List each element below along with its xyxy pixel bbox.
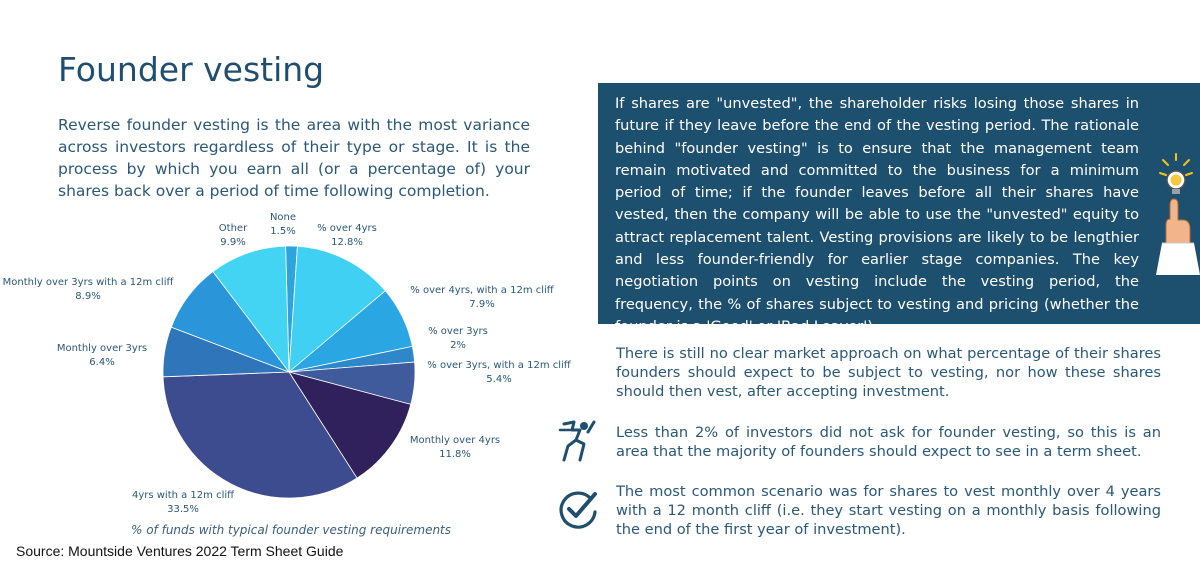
pie-value-label-1: 12.8%: [331, 237, 363, 248]
pie-value-label-3: 2%: [450, 340, 466, 351]
pie-label-0: None: [269, 212, 297, 223]
pie-label-5: Monthly over 4yrs: [409, 435, 501, 446]
pie-value-label-8: 8.9%: [75, 291, 101, 302]
pie-label-6: 4yrs with a 12m cliff: [131, 490, 235, 501]
chart-caption: % of funds with typical founder vesting requirements: [131, 523, 452, 537]
most-common-scenario-paragraph: The most common scenario was for shares to vest monthly over 4 years with a 12 month cliff (i.e. they start vesting on a monthly basis following the end of the first year of investment).: [616, 483, 1161, 538]
pie-label-8: Monthly over 3yrs with a 12m cliff: [2, 277, 174, 288]
pie-label-4: % over 3yrs, with a 12m cliff: [427, 360, 571, 371]
pie-value-label-2: 7.9%: [469, 299, 495, 310]
intro-paragraph: Reverse founder vesting is the area with the most variance across investors regardless of their type or stage. It is the process by which you earn all (or a percentage of) your shares back over a period of time following completion.: [58, 116, 530, 200]
info-box-text: If shares are "unvested", the shareholder risks losing those shares in future if they leave before the end of the vesting period. The rationale behind "founder vesting" is to ensure that the management team remain motivated and committed to the business for a minimum period of time; if the founder leaves before all their shares have vested, then the company will be able to use the "unvested" equity to attract replacement talent. Vesting provisions are likely to be lengthier and less founder-friendly for earlier stage companies. The key negotiation points on vesting include the vesting period, the frequency, the % of shares subject to vesting and pricing (whether the founder is a 'Good' or 'Bad Leaver').: [615, 95, 1139, 335]
pie-label-1: % over 4yrs: [317, 223, 377, 234]
pie-label-7: Monthly over 3yrs: [56, 343, 148, 354]
hand-lightbulb-illustration: [1146, 125, 1200, 275]
checkmark-circle-icon: [558, 488, 598, 530]
pie-label-3: % over 3yrs: [428, 326, 488, 337]
less-than-2-percent-paragraph: Less than 2% of investors did not ask for founder vesting, so this is an area that the majority of founders should expect to see in a term sheet.: [616, 424, 1161, 460]
pie-value-label-4: 5.4%: [486, 374, 512, 385]
climbing-figure-icon: [558, 420, 600, 464]
source-note: Source: Mountside Ventures 2022 Term Sheet Guide: [16, 543, 344, 559]
pie-label-2: % over 4yrs, with a 12m cliff: [410, 285, 554, 296]
pie-chart-svg: [0, 200, 590, 540]
page-title: Founder vesting: [58, 50, 325, 89]
vesting-info-box: [598, 83, 1200, 335]
vesting-pie-chart: [0, 200, 590, 540]
pie-value-label-7: 6.4%: [89, 357, 115, 368]
pie-value-label-5: 11.8%: [439, 449, 471, 460]
pie-value-label-0: 1.5%: [270, 226, 296, 237]
pie-label-9: Other: [218, 223, 248, 234]
pie-value-label-6: 33.5%: [167, 504, 199, 515]
market-approach-paragraph: There is still no clear market approach on what percentage of their shares founders should expect to be subject to vesting, nor how these shares should then vest, after accepting investment.: [616, 345, 1161, 400]
pie-value-label-9: 9.9%: [220, 237, 246, 248]
